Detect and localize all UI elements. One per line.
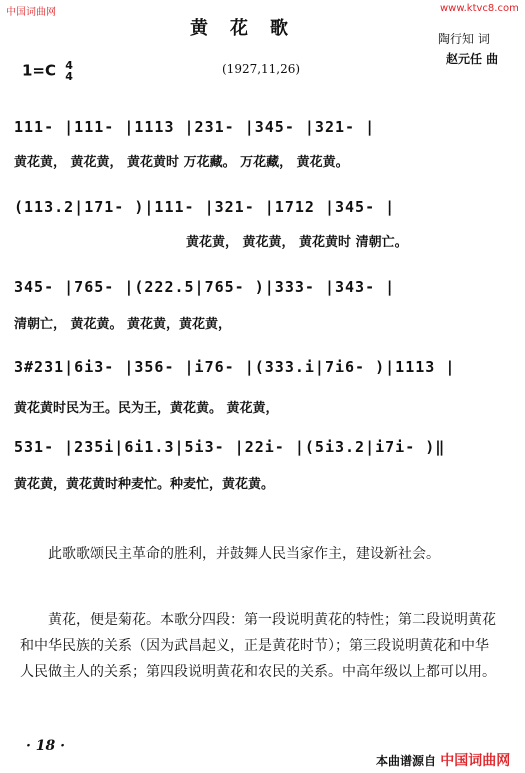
time-signature (65, 60, 73, 82)
score-line-2-notes: (113.2|171- )|111- |321- |1712 |345- | (14, 198, 396, 216)
key-signature (22, 60, 73, 82)
key-label: 1=C (22, 61, 57, 80)
time-top: 4 (65, 59, 73, 72)
score-line-4-notes: 3#231|6i3- |356- |i76- |(333.i|7i6- )|1113 | (14, 358, 456, 376)
composition-date: (1927,11,26) (222, 62, 301, 76)
watermark-right: www.ktvc8.com (440, 3, 519, 14)
page-number: · 18 · (26, 738, 65, 754)
song-title: 黄花歌 (190, 18, 310, 39)
description-paragraph-1: 此歌歌颂民主革命的胜利，并鼓舞人民当家作主，建设新社会。 (48, 546, 440, 562)
score-line-1-notes: 111- |111- |1113 |231- |345- |321- | (14, 118, 376, 136)
score-line-4-lyrics: 黄花黄时民为王。民为王，黄花黄。 黄花黄， (14, 401, 279, 416)
time-bottom: 4 (65, 70, 73, 83)
score-line-5-lyrics: 黄花黄，黄花黄时种麦忙。种麦忙，黄花黄。 (14, 477, 275, 492)
lyricist-credit: 陶行知 词 (438, 32, 490, 46)
score-line-2-lyrics: 黄花黄， 黄花黄， 黄花黄时 清朝亡。 (186, 235, 408, 250)
composer-credit: 赵元任 曲 (446, 52, 499, 66)
score-line-3-notes: 345- |765- |(222.5|765- )|333- |343- | (14, 278, 396, 296)
score-line-1-lyrics: 黄花黄， 黄花黄， 黄花黄时 万花藏。 万花藏， 黄花黄。 (14, 155, 349, 170)
footer-label: 本曲谱源自 (376, 754, 437, 768)
score-line-5-notes: 531- |235i|6i1.3|5i3- |22i- |(5i3.2|i7i- )‖ (14, 438, 446, 456)
footer-site: 中国词曲网 (440, 753, 511, 769)
footer-source (376, 750, 510, 770)
description-paragraph-2: 黄花，便是菊花。本歌分四段：第一段说明黄花的特性；第二段说明黄花和中华民族的关系（因为武昌起义，正是黄花时节）；第三段说明黄花和中华人民做主人的关系；第四段说明黄花和农民的关系。中高年级以上都可以用。 (20, 612, 496, 680)
watermark-left: 中国词曲网 (6, 7, 56, 18)
score-line-3-lyrics: 清朝亡， 黄花黄。 黄花黄，黄花黄， (14, 317, 232, 332)
